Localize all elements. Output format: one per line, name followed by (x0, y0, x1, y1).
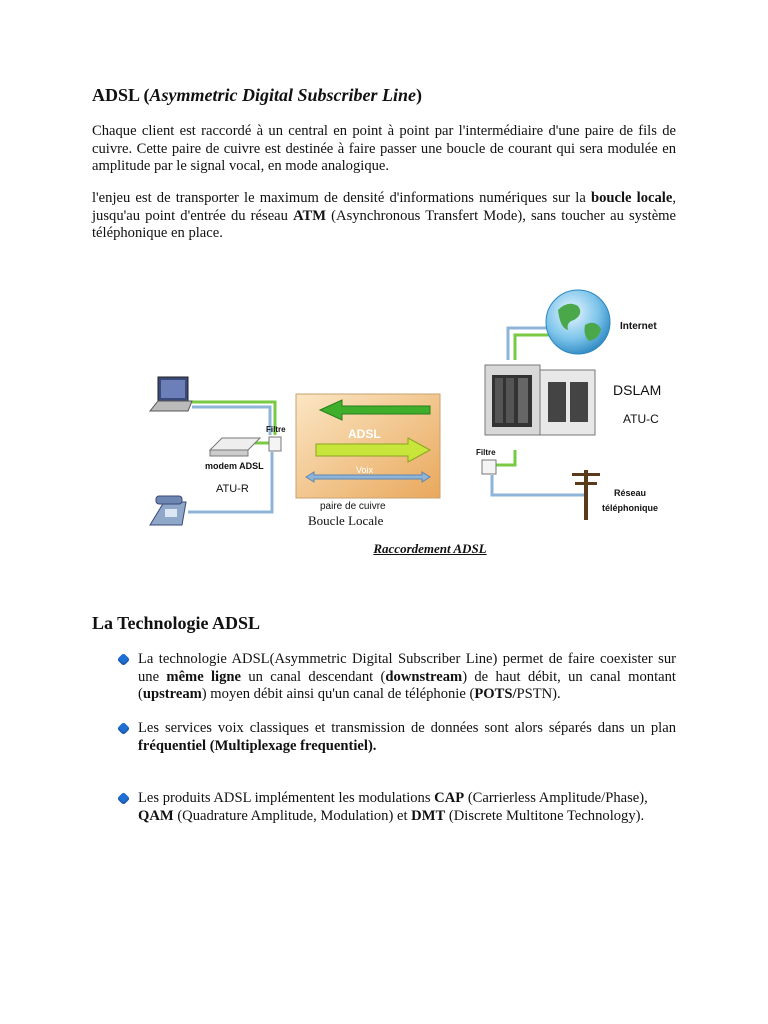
dslam-cabinet-icon (485, 365, 595, 435)
bullet-icon (117, 653, 130, 666)
label-paire-cuivre: paire de cuivre (320, 501, 386, 512)
laptop-icon (150, 377, 192, 411)
label-modem: modem ADSL (205, 461, 264, 471)
telephone-icon (150, 496, 186, 525)
section-title-adsl: ADSL (Asymmetric Digital Subscriber Line) (92, 85, 423, 105)
paragraph-enjeu: l'enjeu est de transporter le maximum de densité d'informations numériques sur la boucle locale, jusqu'au point d'entrée du réseau ATM (Asynchronous Transfert Mode), sans toucher au système téléphonique en place. (92, 190, 677, 241)
section-title-technologie: La Technologie ADSL (92, 613, 261, 633)
list-item (118, 790, 676, 825)
filter-left-icon (269, 437, 281, 451)
label-atu-r: ATU-R (216, 483, 249, 495)
label-filtre-left: Filtre (266, 425, 286, 434)
label-boucle-locale: Boucle Locale (308, 513, 384, 528)
bullet-icon (117, 722, 130, 735)
paragraph-intro: Chaque client est raccordé à un central en point à point par l'intermédiaire d'une paire de fils de cuivre. Cette paire de cuivre est destinée à faire passer une boucle de courant qui sera modulée en amplitude par le signal vocal, en mode analogique. (92, 123, 676, 174)
label-filtre-right: Filtre (476, 448, 496, 457)
label-telephonique: téléphonique (602, 503, 658, 513)
bullet-text: Les services voix classiques et transmission de données sont alors séparés dans un plan fréquentiel (Multiplexage frequentiel). (138, 720, 676, 754)
label-reseau: Réseau (614, 488, 647, 498)
adsl-diagram (130, 280, 690, 540)
list-item (118, 651, 676, 704)
local-loop-box (296, 394, 440, 498)
label-dslam: DSLAM (613, 382, 662, 398)
list-item (118, 720, 676, 755)
figure-caption: Raccordement ADSL (373, 541, 487, 556)
bullet-text: Les produits ADSL implémentent les modulations CAP (Carrierless Amplitude/Phase), QAM (Quadrature Amplitude, Modulation) et DMT (Discrete Multitone Technology). (138, 790, 648, 824)
bullet-icon (117, 792, 130, 805)
modem-icon (210, 438, 260, 456)
label-internet: Internet (620, 321, 657, 332)
bullet-text: La technologie ADSL(Asymmetric Digital Subscriber Line) permet de faire coexister sur une même ligne un canal descendant (downstream) de haut débit, un canal montant (upstream) moyen débit ainsi qu'un canal de téléphonie (POTS/PSTN). (138, 651, 676, 702)
filter-right-icon (482, 460, 496, 474)
internet-globe-icon (546, 290, 610, 354)
label-adsl-arrow: ADSL (348, 427, 381, 441)
label-atu-c: ATU-C (623, 412, 659, 426)
label-voix-arrow: Voix (356, 465, 374, 475)
